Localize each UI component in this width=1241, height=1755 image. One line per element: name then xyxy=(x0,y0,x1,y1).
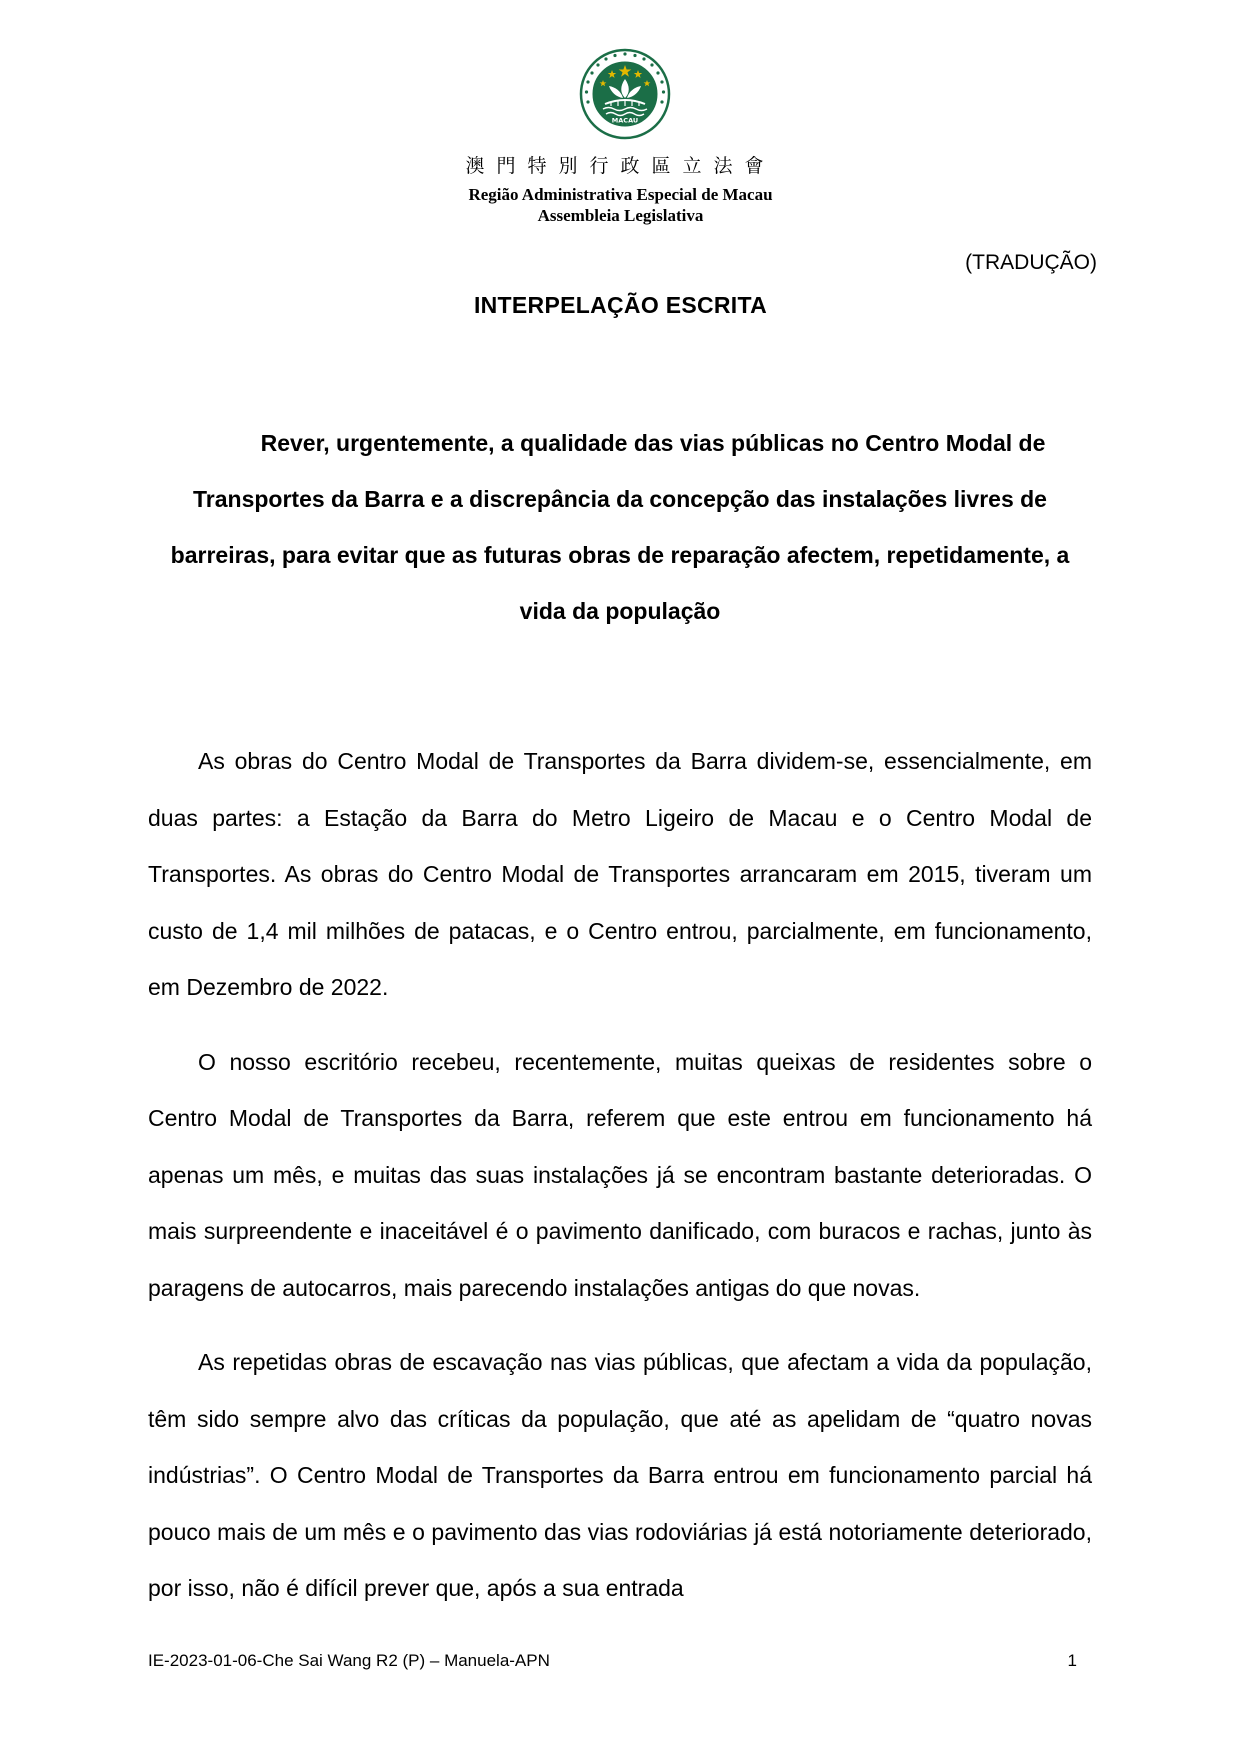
body-paragraph-3: As repetidas obras de escavação nas vias públicas, que afectam a vida da população, têm sido sempre alvo das críticas da população, que até as apelidam de “quatro novas indústrias”. O Centro Modal de Transportes da Barra entrou em funcionamento parcial há pouco mais de um mês e o pavimento das vias rodoviárias já está notoriamente deteriorado, por isso, não é difícil prever que, após a sua entrada xyxy=(148,1349,1092,1601)
macau-emblem-icon xyxy=(579,48,671,140)
legislative-assembly-chinese-title: 澳門特別行政區立法會 xyxy=(465,155,776,177)
footer-reference: IE-2023-01-06-Che Sai Wang R2 (P) – Manuela-APN xyxy=(148,1651,550,1670)
interpellation-subject: Rever, urgentemente, a qualidade das vias públicas no Centro Modal de Transportes da Barra e a discrepância da concepção das instalações livres de barreiras, para evitar que as futuras obras de reparação afectem, repetidamente, a vida da população xyxy=(170,430,1070,624)
emblem-label: MACAU xyxy=(611,116,639,125)
body-paragraph-1: As obras do Centro Modal de Transportes da Barra dividem-se, essencialmente, em duas partes: a Estação da Barra do Metro Ligeiro de Macau e o Centro Modal de Transportes. As obras do Centro Modal de Transportes arrancaram em 2015, tiveram um custo de 1,4 mil milhões de patacas, e o Centro entrou, parcialmente, em funcionamento, em Dezembro de 2022. xyxy=(148,748,1092,1000)
page-number: 1 xyxy=(1067,1651,1077,1670)
translation-tag: (TRADUÇÃO) xyxy=(965,251,1097,274)
document-body xyxy=(148,733,1092,1617)
region-name: Região Administrativa Especial de Macau xyxy=(468,185,773,204)
document-type-title: INTERPELAÇÃO ESCRITA xyxy=(473,292,768,318)
assembly-name: Assembleia Legislativa xyxy=(537,206,704,225)
body-paragraph-2: O nosso escritório recebeu, recentemente, muitas queixas de residentes sobre o Centro Modal de Transportes da Barra, referem que este entrou em funcionamento há apenas um mês, e muitas das suas instalações já se encontram bastante deterioradas. O mais surpreendente e inaceitável é o pavimento danificado, com buracos e rachas, junto às paragens de autocarros, mais parecendo instalações antigas do que novas. xyxy=(148,1048,1092,1301)
